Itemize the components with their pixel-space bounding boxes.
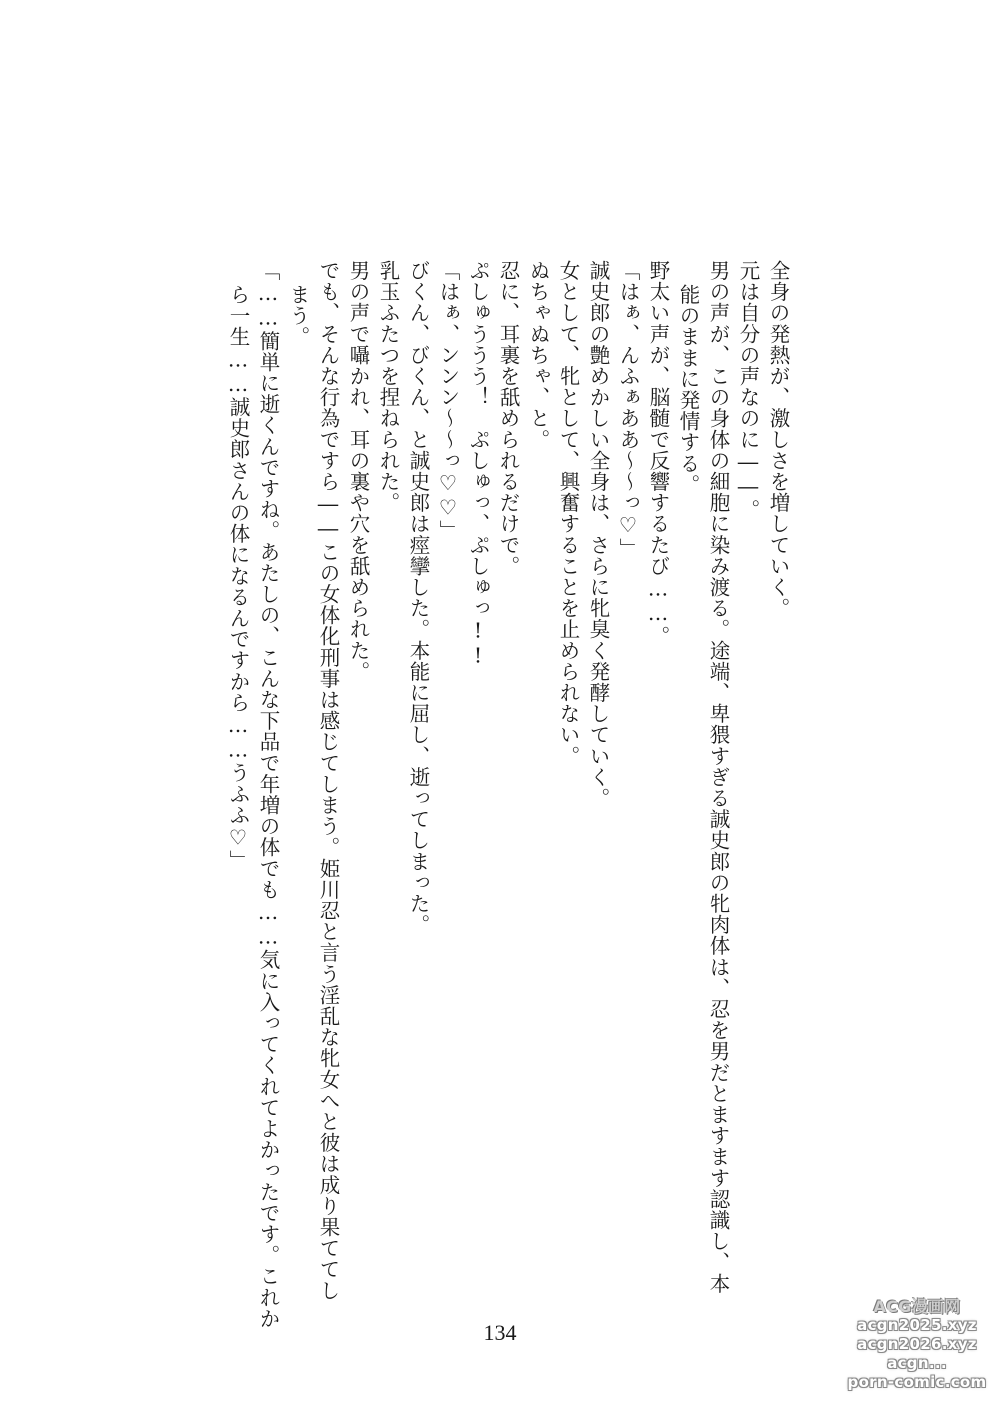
text-line: ぷしゅううう！ ぷしゅっ、ぷしゅっ!! [466, 260, 490, 668]
watermark-domain: acgn2026.xyz [857, 1335, 977, 1353]
text-line: 野太い声が、脳髄で反響するたび……。 [646, 260, 670, 647]
dialogue-line: 「はぁ、んふぁああ～～っ♡」 [616, 260, 640, 559]
page-number: 134 [483, 1320, 517, 1345]
text-line: 女として、牝として、興奮することを止められない。 [556, 260, 580, 767]
dialogue-line: 「はぁ、ンンン～～っ♡♡」 [436, 260, 460, 542]
text-line: ぬちゃぬちゃ、と。 [526, 260, 550, 450]
text-line: 誠史郎の艶めかしい全身は、さらに牝臭く発酵していく。 [586, 260, 610, 809]
watermark [842, 1298, 992, 1393]
dialogue-line: ら一生……誠史郎さんの体になるんですから……うふふ♡」 [226, 284, 250, 872]
watermark-brand: ACG漫画网 [873, 1297, 961, 1316]
text-line: 全身の発熱が、激しさを増していく。 [766, 260, 790, 619]
text-line: 乳玉ふたつを捏ねられた。 [376, 260, 400, 514]
dialogue-line: 「……簡単に逝くんですね。あたしの、こんな下品で年増の体でも……気に入ってくれてよかったです。これか [256, 260, 280, 1329]
watermark-domain: acgn2025.xyz [857, 1316, 977, 1334]
text-line: 能のままに発情する。 [676, 284, 700, 495]
text-line: まう。 [286, 284, 310, 348]
text-line: 男の声が、この身体の細胞に染み渡る。途端、卑猥すぎる誠史郎の牝肉体は、忍を男だとますます認識し、本 [706, 260, 730, 1294]
watermark-domain: porn-comic.com [847, 1373, 987, 1391]
text-line: でも、そんな行為ですら――この女体化刑事は感じてしまう。姫川忍と言う淫乱な牝女へと彼は成り果ててし [316, 260, 340, 1301]
text-line: 元は自分の声なのに――。 [736, 260, 760, 521]
watermark-domain: acgn... [887, 1354, 947, 1372]
text-line: 男の声で囁かれ、耳の裏や穴を舐められた。 [346, 260, 370, 682]
text-line: びくん、びくん、と誠史郎は痙攣した。本能に屈し、逝ってしまった。 [406, 260, 430, 936]
text-line: 忍に、耳裏を舐められるだけで。 [496, 260, 520, 577]
